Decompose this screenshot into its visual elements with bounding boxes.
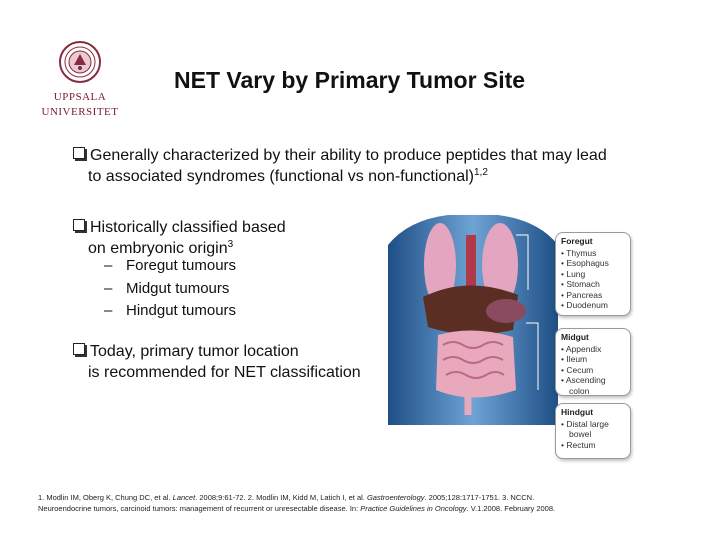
- panel-item: • Distal large: [561, 418, 609, 429]
- logo-line1: UPPSALA: [53, 91, 107, 103]
- dash: –: [104, 257, 113, 274]
- panel-item: colon: [569, 385, 590, 396]
- bullet-2-line2: on embryonic origin: [88, 240, 228, 257]
- sub-bullet-foregut: [104, 255, 236, 277]
- checkbox-bullet-icon: [73, 219, 85, 231]
- ref-journal: Gastroenterology: [366, 493, 425, 502]
- bullet-2: [73, 217, 286, 259]
- anatomy-torso-illustration: [388, 215, 558, 425]
- ref-text: Neuroendocrine tumors, carcinoid tumors: management of recurrent or unresectable disease. In:: [38, 504, 361, 513]
- logo-line2: UNIVERSITET: [41, 106, 119, 118]
- panel-item: • Ileum: [561, 354, 588, 364]
- bullet-1-line2: to associated syndromes (functional vs non-functional): [88, 168, 474, 185]
- sub-label: Midgut tumours: [126, 280, 230, 297]
- panel-item: • Thymus: [561, 247, 597, 258]
- panel-item: • Stomach: [561, 279, 600, 289]
- university-logo: [40, 40, 120, 119]
- hindgut-panel: [555, 403, 631, 459]
- panel-item: • Rectum: [561, 439, 596, 450]
- ref-text: . 2008;9:61-72. 2. Modlin IM, Kidd M, Latich I, et al.: [195, 493, 367, 502]
- dash: –: [104, 280, 113, 297]
- bullet-1-line1: Generally characterized by their ability to produce peptides that may lead: [90, 147, 607, 164]
- bullet-1-citation: 1,2: [473, 167, 488, 178]
- references: [38, 492, 678, 514]
- panel-item: • Appendix: [561, 343, 602, 354]
- ref-journal: Lancet: [172, 493, 196, 502]
- bullet-3: [73, 341, 361, 383]
- sub-bullet-hindgut: [104, 300, 236, 322]
- panel-item: • Esophagus: [561, 258, 609, 268]
- ref-text: . 2005;128:1717-1751. 3. NCCN.: [424, 493, 535, 502]
- dash: –: [104, 302, 113, 319]
- panel-item: bowel: [569, 429, 592, 439]
- bullet-3-line2: is recommended for NET classification: [88, 364, 361, 381]
- ref-text: 1. Modlin IM, Oberg K, Chung DC, et al.: [38, 493, 173, 502]
- sub-label: Foregut tumours: [126, 257, 237, 274]
- hindgut-title: Hindgut: [561, 407, 594, 417]
- bullet-2-line1: Historically classified based: [90, 219, 286, 236]
- slide-title: NET Vary by Primary Tumor Site: [174, 67, 526, 93]
- bullet-2-citation: 3: [227, 239, 234, 250]
- ref-text: . V.1.2008. February 2008.: [466, 504, 556, 513]
- panel-item: • Cecum: [561, 364, 594, 375]
- sub-bullet-midgut: [104, 278, 229, 300]
- sub-label: Hindgut tumours: [126, 302, 237, 319]
- panel-item: • Ascending: [561, 375, 606, 385]
- ref-journal: Practice Guidelines in Oncology: [360, 504, 467, 513]
- checkbox-bullet-icon: [73, 147, 85, 159]
- foregut-panel: [555, 232, 631, 316]
- bullet-3-line1: Today, primary tumor location: [90, 343, 299, 360]
- checkbox-bullet-icon: [73, 343, 85, 355]
- foregut-title: Foregut: [561, 236, 593, 246]
- panel-item: • Lung: [561, 268, 586, 279]
- bullet-1: [73, 145, 607, 187]
- university-seal-icon: [58, 40, 102, 84]
- midgut-title: Midgut: [561, 332, 589, 342]
- panel-item: • Duodenum: [561, 300, 608, 310]
- midgut-panel: [555, 328, 631, 396]
- panel-item: • Pancreas: [561, 289, 603, 300]
